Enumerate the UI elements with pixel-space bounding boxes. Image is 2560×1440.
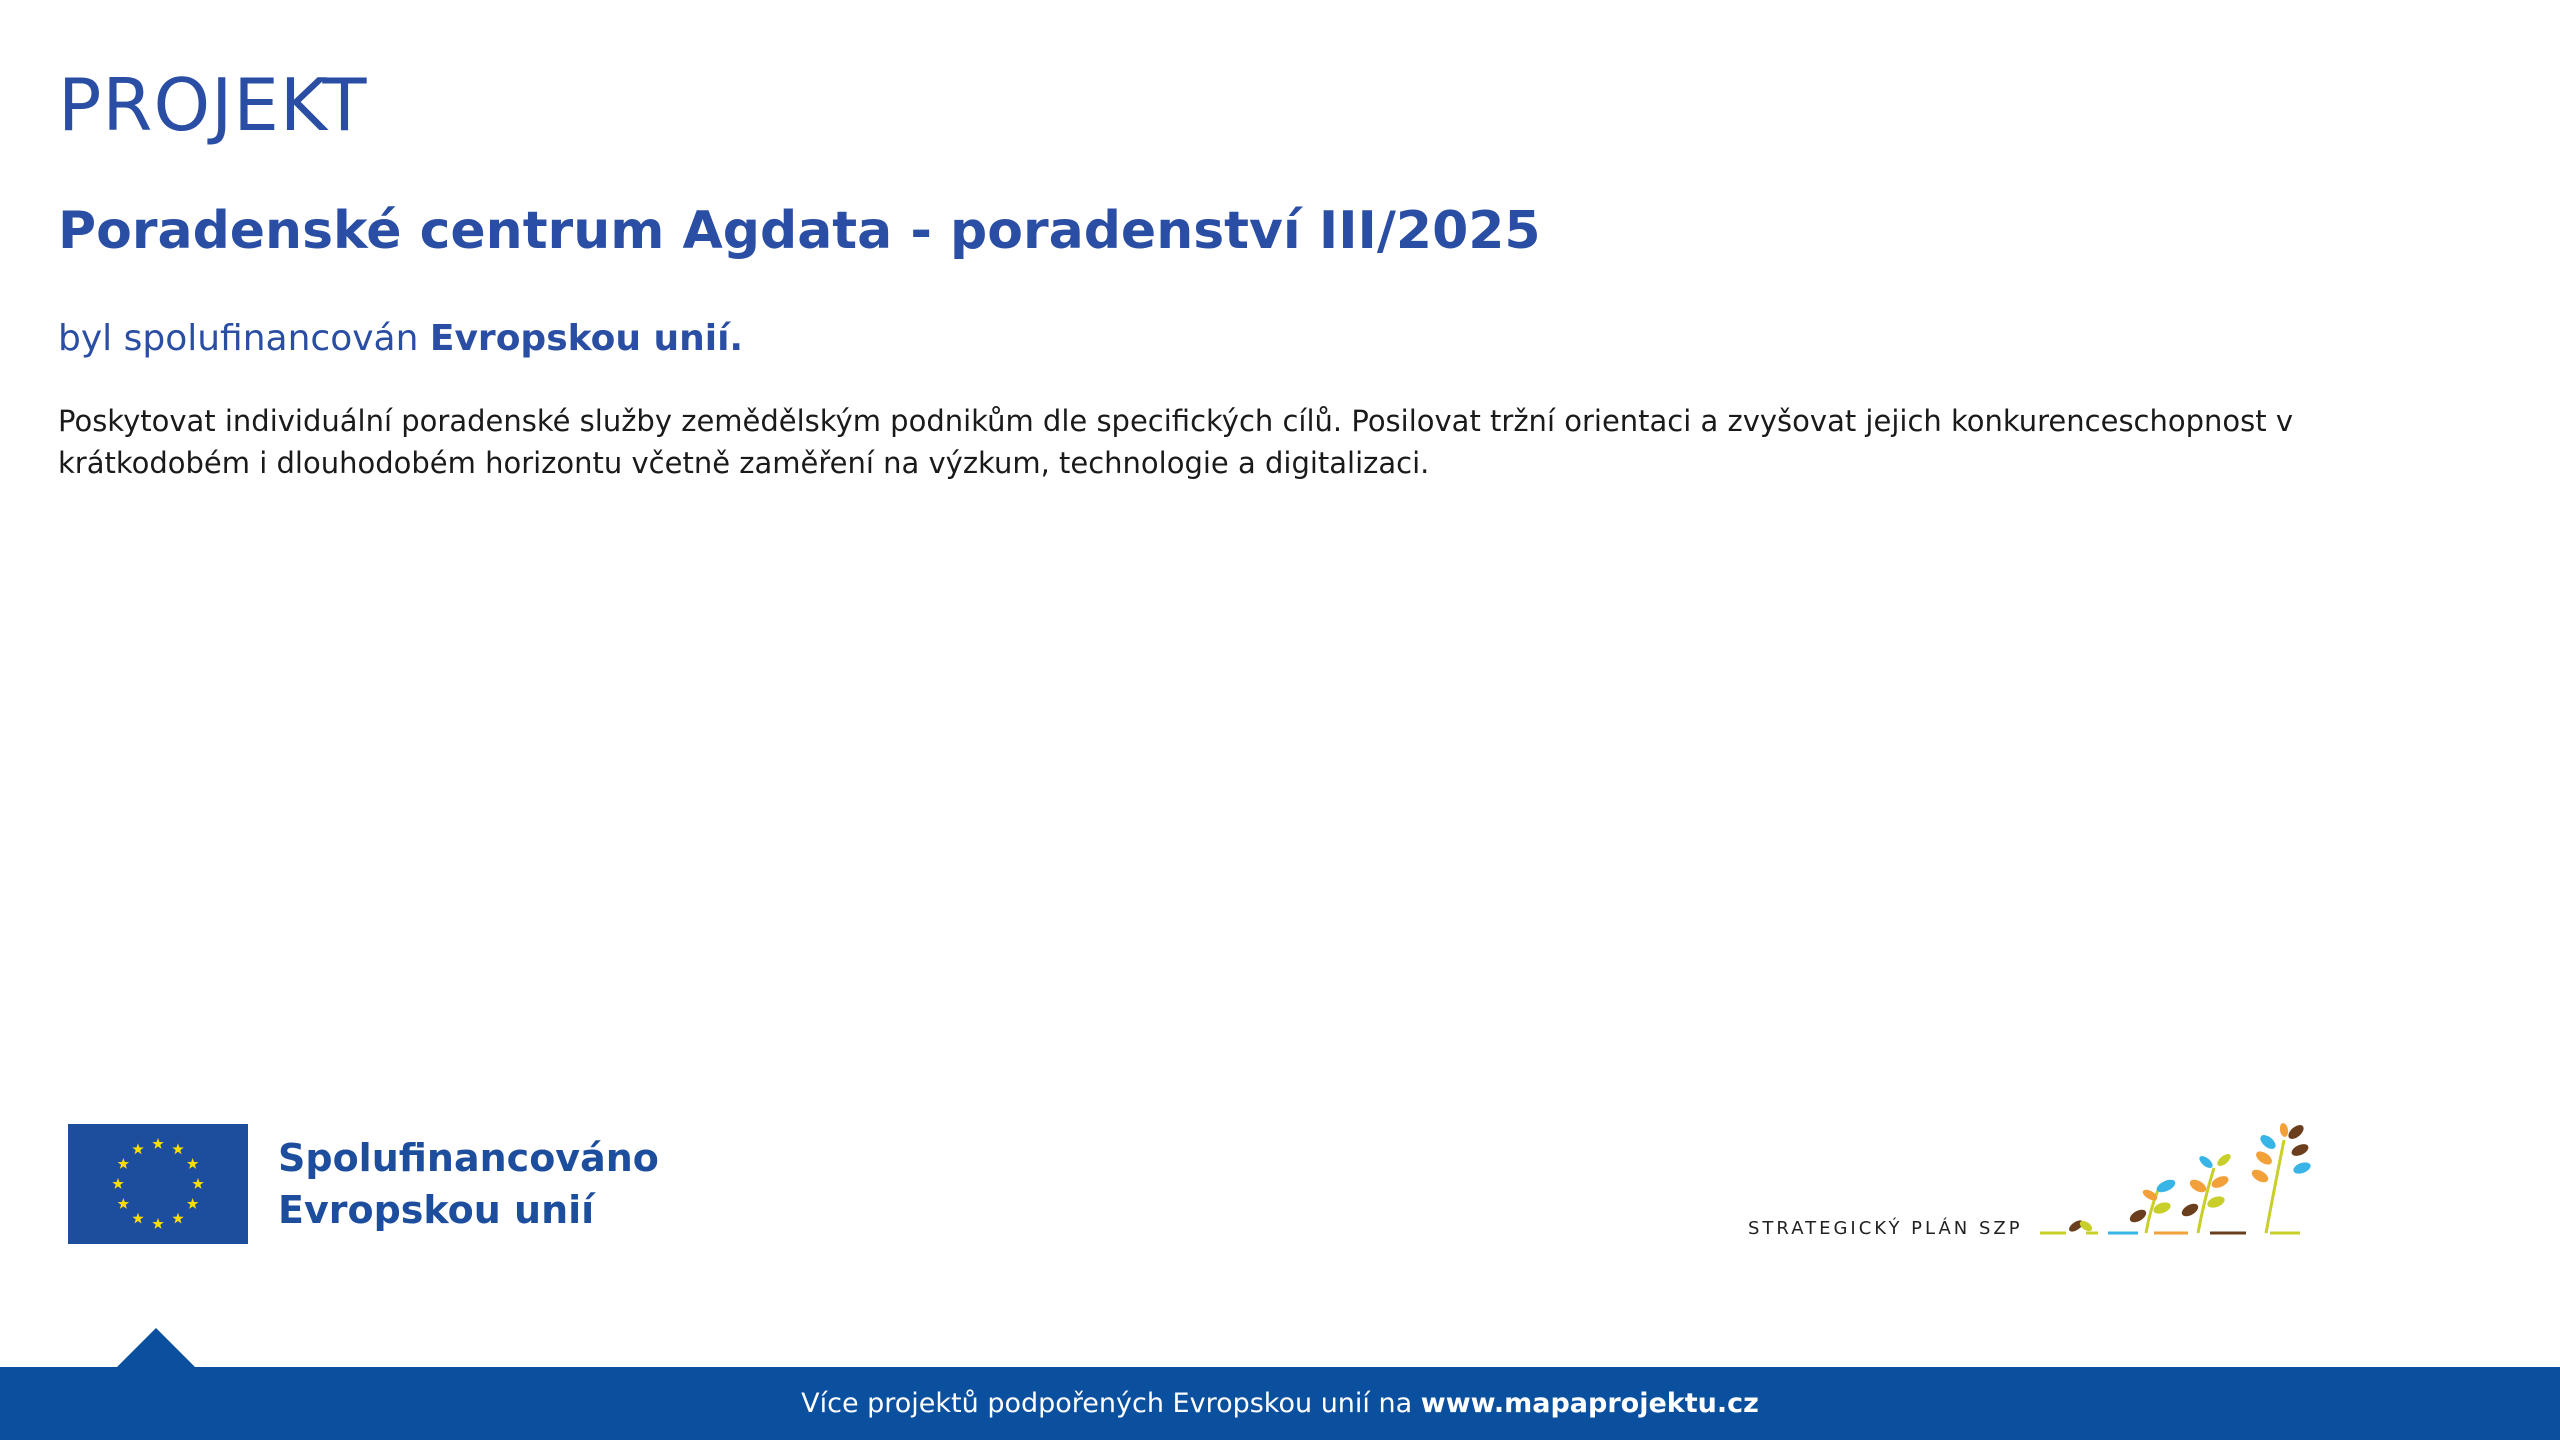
footer-link[interactable]: www.mapaprojektu.cz xyxy=(1420,1388,1759,1419)
page-heading: PROJEKT xyxy=(58,63,368,147)
sprouts-graphic-icon xyxy=(2038,1120,2328,1250)
funding-source: Evropskou unií. xyxy=(429,318,744,359)
footer-tab-notch xyxy=(116,1328,196,1368)
funding-statement xyxy=(58,315,743,363)
funding-prefix: byl spolufinancován xyxy=(58,318,419,359)
eu-logo-line1: Spolufinancováno xyxy=(278,1136,659,1180)
eu-flag-icon xyxy=(68,1124,248,1244)
strategic-plan-label: STRATEGICKÝ PLÁN SZP xyxy=(1748,1218,2023,1239)
footer-message: Více projektů podpořených Evropskou unií na xyxy=(801,1388,1413,1419)
strategic-plan-logo xyxy=(1748,1120,2328,1250)
eu-logo-text xyxy=(278,1132,659,1236)
project-title: Poradenské centrum Agdata - poradenství III/2025 xyxy=(58,201,1541,261)
footer-bar xyxy=(0,1367,2560,1440)
eu-logo-line2: Evropskou unií xyxy=(278,1188,595,1232)
project-description: Poskytovat individuální poradenské služby zemědělským podnikům dle specifických cílů. Posilovat tržní orientaci a zvyšovat jejich konkurenceschopnost v krátkodobém i dlouhodobém horizontu včetně zaměření na výzkum, technologie a digitalizaci. xyxy=(58,404,2294,480)
footer-text xyxy=(801,1388,1759,1419)
eu-cofunded-logo xyxy=(68,1124,659,1244)
